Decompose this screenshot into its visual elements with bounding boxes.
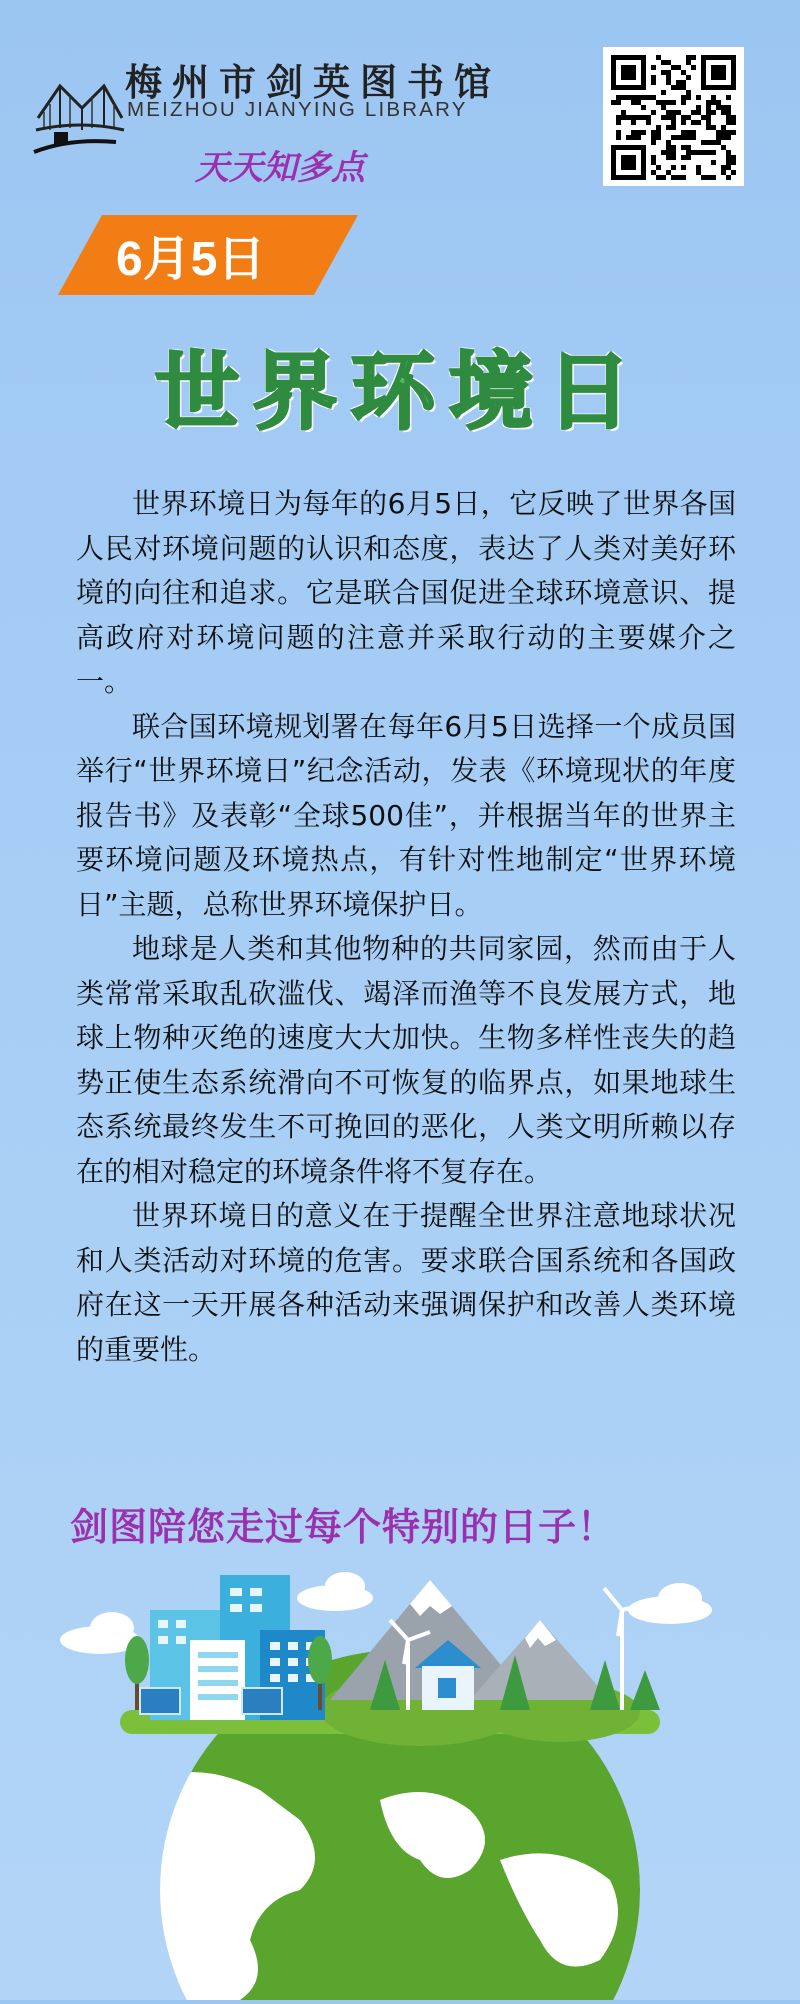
paragraph-2: 联合国环境规划署在每年6月5日选择一个成员国举行“世界环境日”纪念活动，发表《环境现状的年度报告书》及表彰“全球500佳”，并根据当年的世界主要环境问题及环境热点，有针对性地制定“世界环境日”主题，总称世界环境保护日。 <box>76 709 736 921</box>
footer-slogan: 剑图陪您走过每个特别的日子！ <box>70 1505 617 1549</box>
header-slogan: 天天知多点 <box>195 148 365 188</box>
library-book-icon <box>30 68 130 160</box>
library-name-cn: 梅州市剑英图书馆 <box>125 60 501 104</box>
library-name-en: MEIZHOU JIANYING LIBRARY <box>127 98 468 121</box>
green-earth-city-icon <box>0 1560 800 2000</box>
paragraph-1: 世界环境日为每年的6月5日，它反映了世界各国人民对环境问题的认识和态度，表达了人类对美好环境的向往和追求。它是联合国促进全球环境意识、提高政府对环境问题的注意并采取行动的主要媒介之一。 <box>76 487 736 698</box>
page-title: 世界环境日 <box>154 343 645 441</box>
qr-code-icon <box>603 47 744 186</box>
paragraph-4: 世界环境日的意义在于提醒全世界注意地球状况和人类活动对环境的危害。要求联合国系统和各国政府在这一天开展各种活动来强调保护和改善人类环境的重要性。 <box>76 1199 736 1366</box>
paragraph-3: 地球是人类和其他物种的共同家园，然而由于人类常常采取乱砍滥伐、竭泽而渔等不良发展方式，地球上物种灭绝的速度大大加快。生物多样性丧失的趋势正使生态系统滑向不可恢复的临界点，如果地球生态系统最终发生不可挽回的恶化，人类文明所赖以存在的相对稳定的环境条件将不复存在。 <box>76 932 736 1188</box>
article-body <box>76 482 736 1372</box>
date-tag: 6月5日 <box>116 233 266 286</box>
